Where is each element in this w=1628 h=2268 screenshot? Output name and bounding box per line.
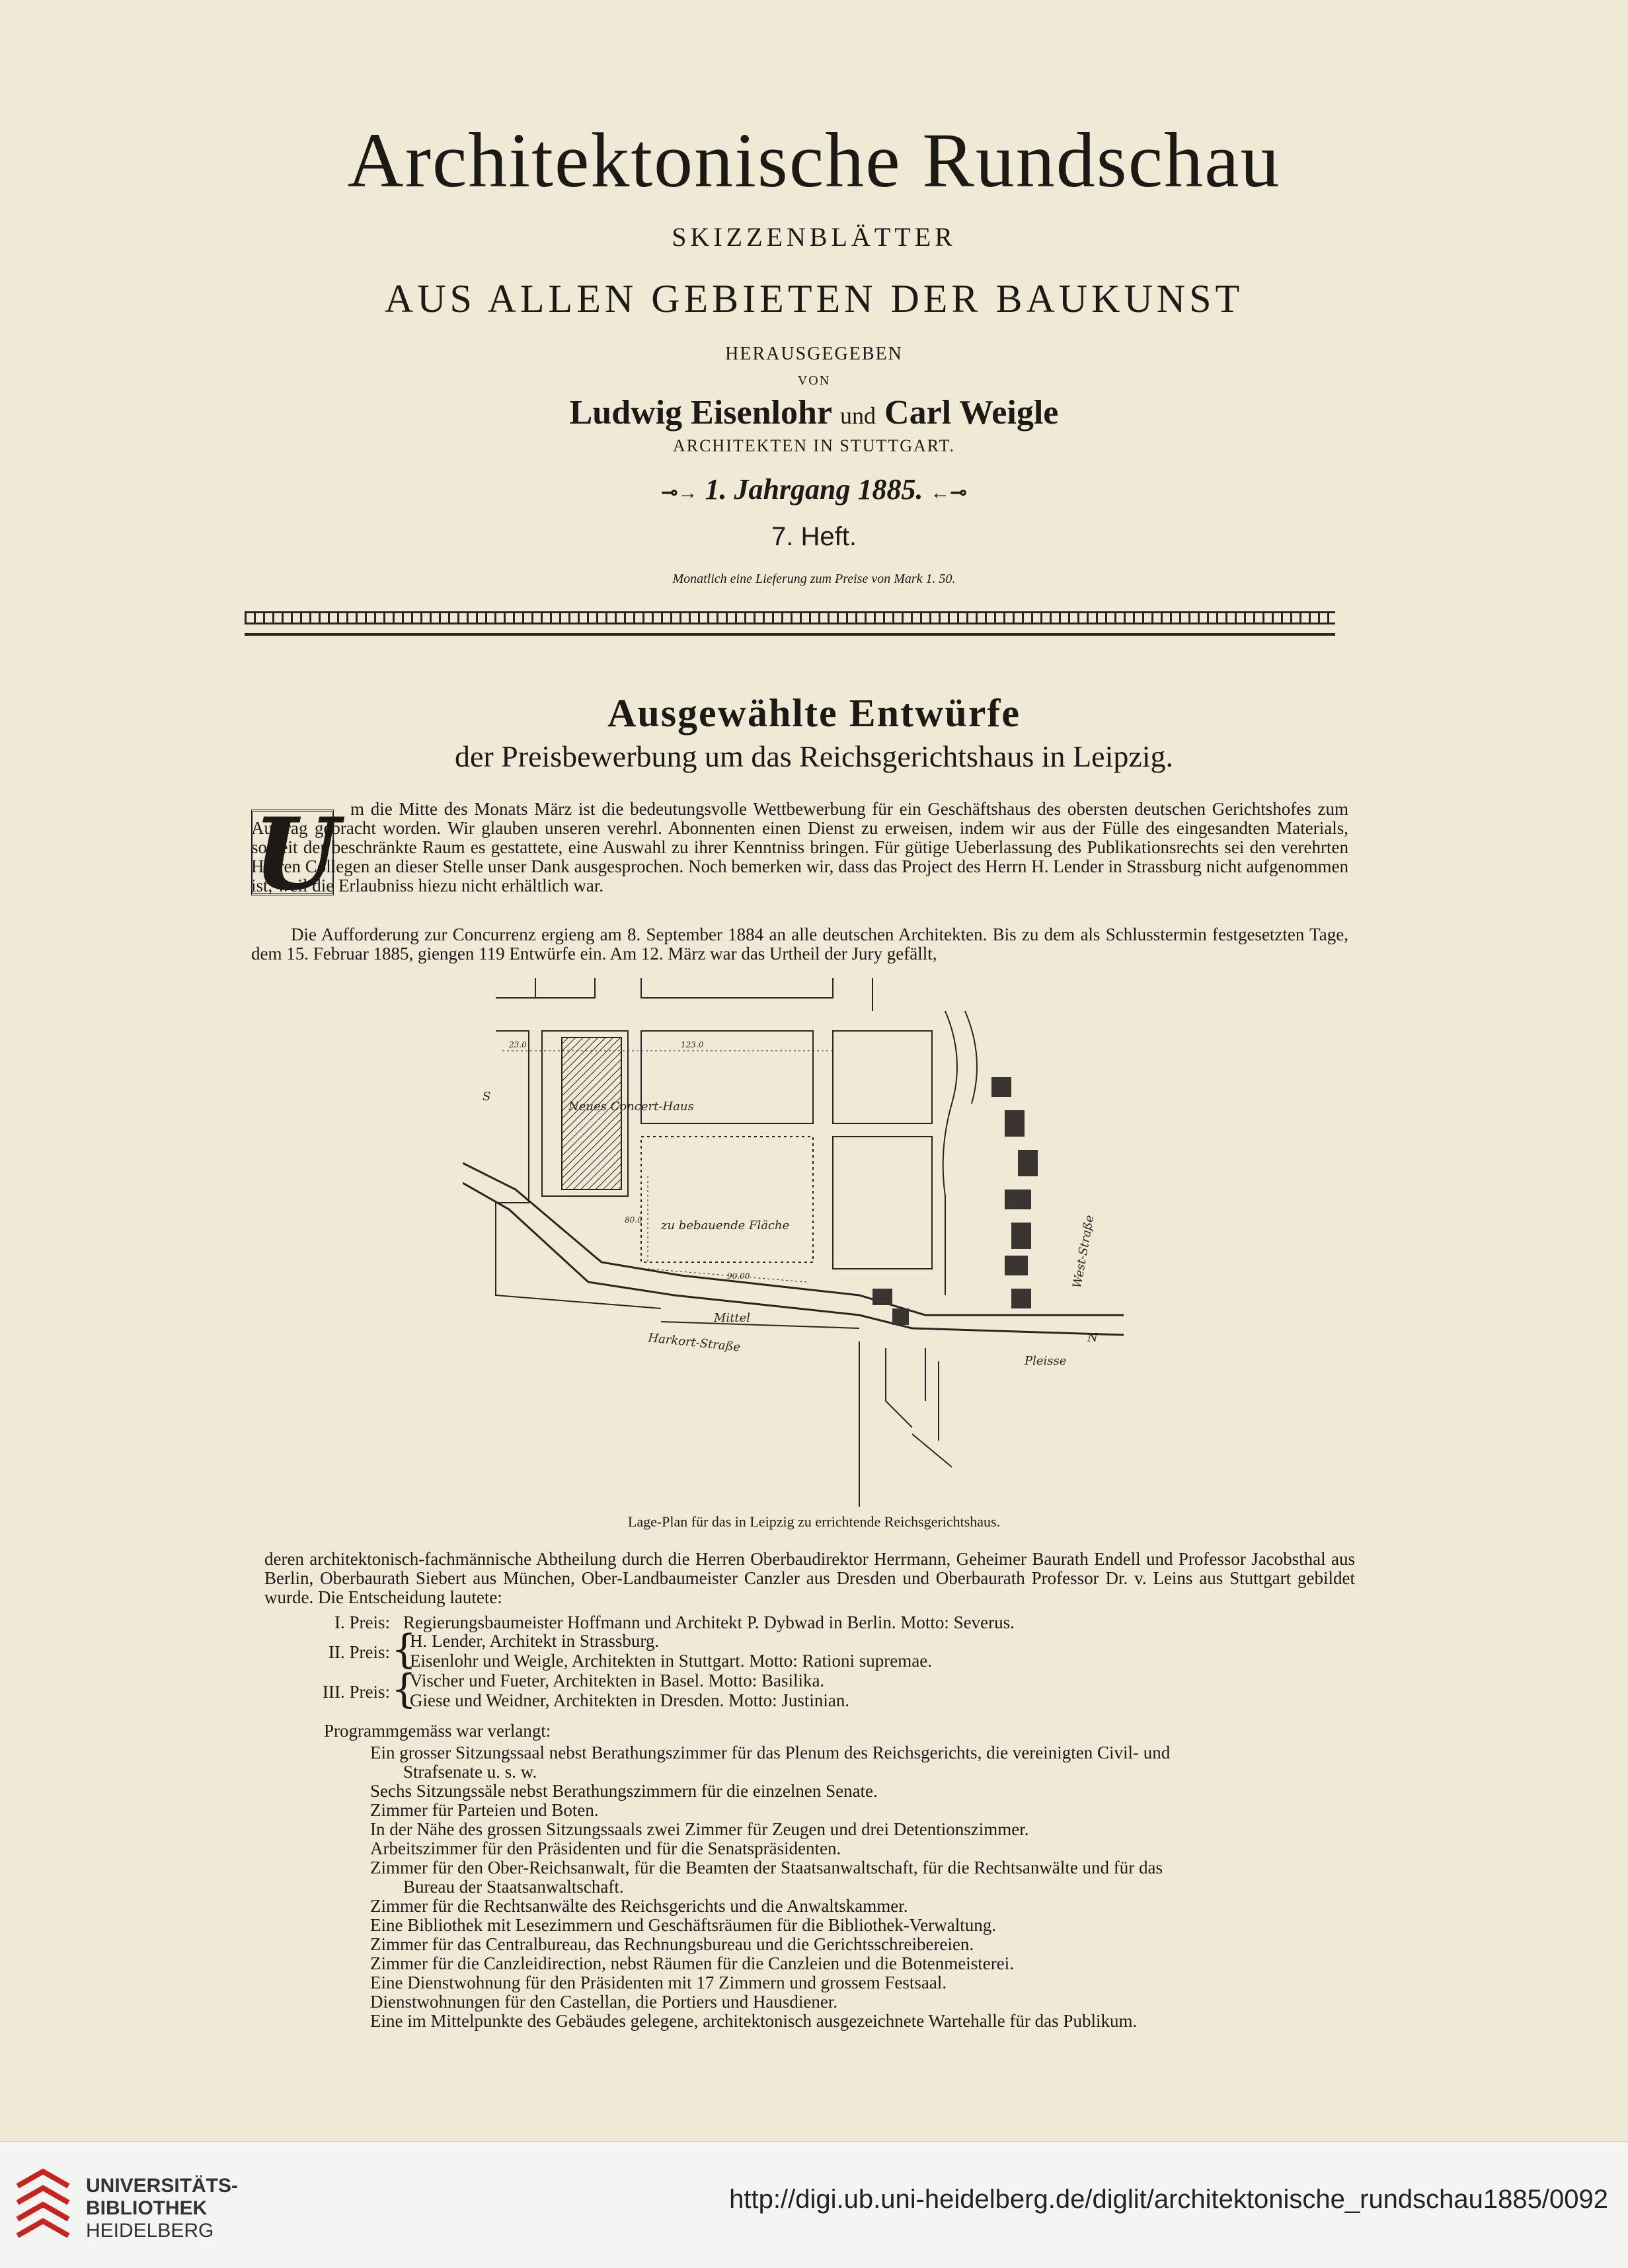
library-logo-icon[interactable] — [13, 2165, 73, 2238]
program-item — [370, 1992, 1362, 2012]
program-item-text: Dienstwohnungen für den Castellan, die Portiers und Hausdiener. — [370, 1992, 838, 2012]
jury-paragraph: deren architektonisch-fachmännische Abtheilung durch die Herren Oberbaudirektor Herrmann, Geheimer Baurath Endell und Professor Jacobsthal aus Berlin, Oberbaurath Siebert aus München, Ober-Landbaumeister Canzler aus Dresden und Oberbaurath Professor Dr. v. Leins aus Stuttgart gebildet wurde. Die Entscheidung lautete: — [264, 1549, 1355, 1607]
building — [1011, 1289, 1031, 1308]
program-item — [370, 1954, 1362, 1973]
building — [872, 1289, 892, 1305]
source-url-link[interactable]: http://digi.ub.uni-heidelberg.de/diglit/architektonische_rundschau1885/0092 — [729, 2185, 1608, 2214]
dimension-left: 23.0 — [509, 1040, 527, 1049]
program-item-text: Zimmer für Parteien und Boten. — [370, 1800, 599, 1820]
program-item-cont: Strafsenate u. s. w. — [403, 1762, 537, 1782]
site-plan-map — [463, 978, 1124, 1507]
library-name-line: UNIVERSITÄTS- — [86, 2175, 239, 2197]
building — [1005, 1190, 1031, 1209]
library-footer — [0, 2141, 1628, 2268]
map-label-harkort: Harkort-Straße — [647, 1331, 742, 1355]
price-note: Monatlich eine Lieferung zum Preise von Mark 1. 50. — [672, 572, 956, 586]
concert-house-building — [562, 1038, 621, 1190]
editor-2: Carl Weigle — [884, 394, 1059, 432]
block-outline — [912, 1434, 952, 1467]
prize-2-line-2: Eisenlohr und Weigle, Architekten in Stuttgart. Motto: Rationi supremae. — [410, 1651, 932, 1671]
building — [991, 1077, 1011, 1097]
prize-label-2: II. Preis: — [329, 1642, 390, 1662]
program-item-text: In der Nähe des grossen Sitzungssaals zwei Zimmer für Zeugen und drei Detentionszimmer. — [370, 1819, 1029, 1839]
block-outline — [661, 1322, 859, 1328]
editor-1: Ludwig Eisenlohr — [569, 394, 832, 432]
intro-paragraph — [251, 800, 1348, 895]
program-item — [370, 1782, 1362, 1801]
map-caption: Lage-Plan für das in Leipzig zu errichtende Reichsgerichtshaus. — [627, 1513, 1001, 1530]
block-outline — [641, 978, 833, 998]
map-label-concert: Neues Concert-Haus — [568, 1100, 694, 1114]
building — [1005, 1256, 1028, 1275]
program-item-cont: Bureau der Staatsanwaltschaft. — [403, 1877, 624, 1897]
library-name-line: BIBLIOTHEK — [86, 2197, 208, 2219]
map-label-west: West-Straße — [1070, 1214, 1097, 1289]
building — [1011, 1223, 1031, 1249]
prize-3-line-1: Vischer und Fueter, Architekten in Basel. Motto: Basilika. — [410, 1671, 825, 1690]
library-name[interactable] — [86, 2175, 238, 2242]
editor-von: VON — [797, 373, 831, 388]
river-bank — [943, 1011, 957, 1295]
editor-und: und — [840, 402, 876, 429]
editor-label: HERAUSGEGEBEN — [725, 344, 903, 364]
block-outline — [496, 978, 595, 998]
program-item-text: Eine Bibliothek mit Lesezimmern und Geschäftsräumen für die Bibliothek-Verwaltung. — [370, 1915, 997, 1935]
program-item — [370, 2012, 1362, 2031]
program-item — [370, 1820, 1362, 1839]
program-list — [370, 1743, 1362, 2031]
site-outline — [641, 1137, 813, 1262]
program-item-text: Eine Dienstwohnung für den Präsidenten mit 17 Zimmern und grossem Festsaal. — [370, 1973, 947, 1992]
dimension-side: 80.0 — [625, 1215, 642, 1225]
prize-2-line-1: H. Lender, Architekt in Strassburg. — [410, 1631, 660, 1651]
journal-title: Architektonische Rundschau — [347, 117, 1281, 204]
ornament-right: ←⊸ — [930, 482, 967, 504]
block-outline — [833, 1137, 932, 1269]
program-item-text: Eine im Mittelpunkte des Gebäudes gelegene, architektonisch ausgezeichnete Wartehalle für das Publikum. — [370, 2011, 1138, 2031]
program-item — [370, 1801, 1362, 1820]
block-outline — [886, 1348, 912, 1427]
article-subheading: der Preisbewerbung um das Reichsgerichtshaus in Leipzig. — [454, 739, 1174, 773]
program-lead: Programmgemäss war verlangt: — [324, 1721, 551, 1741]
dimension-bottom: 90.00 — [727, 1271, 750, 1281]
competition-paragraph: Die Aufforderung zur Concurrenz ergieng am 8. September 1884 an alle deutschen Architekten. Bis zu dem als Schlusstermin festgesetzten Tage, dem 15. Februar 1885, giengen 119 Entwürfe ein. Am 12. März war das Urtheil der Jury gefällt, — [251, 925, 1348, 964]
prize-label-3: III. Preis: — [323, 1682, 390, 1702]
ornament-left: ⊸→ — [661, 482, 698, 504]
editors — [0, 393, 1628, 432]
brace: { — [391, 1666, 417, 1712]
prize-list — [264, 1612, 1355, 1712]
issue-label: 7. Heft. — [771, 522, 857, 551]
program-item-text: Arbeitszimmer für den Präsidenten und für die Senatspräsidenten. — [370, 1838, 841, 1858]
map-label-pleisse: Pleisse — [1025, 1354, 1067, 1368]
journal-subtitle: SKIZZENBLÄTTER — [672, 222, 956, 252]
dimension-top: 123.0 — [681, 1040, 704, 1049]
volume-label: 1. Jahrgang 1885. — [705, 473, 923, 506]
program-item-text: Zimmer für das Centralbureau, das Rechnungsbureau und die Gerichtsschreibereien. — [370, 1934, 974, 1954]
building — [1005, 1110, 1025, 1137]
program-item-text: Zimmer für die Canzleidirection, nebst Räumen für die Canzleien und die Botenmeisterei. — [370, 1953, 1014, 1973]
program-item — [370, 1839, 1362, 1858]
building — [1018, 1150, 1038, 1176]
block-outline — [496, 1031, 529, 1203]
editor-place: ARCHITEKTEN IN STUTTGART. — [672, 436, 956, 455]
volume-line — [0, 472, 1628, 506]
prize-3-line-2: Giese und Weidner, Architekten in Dresden. Motto: Justinian. — [410, 1690, 850, 1710]
program-item — [370, 1916, 1362, 1935]
prize-1-line: Regierungsbaumeister Hoffmann und Architekt P. Dybwad in Berlin. Motto: Severus. — [403, 1612, 1015, 1632]
drop-cap: U — [251, 810, 334, 895]
library-name-line: HEIDELBERG — [86, 2220, 214, 2242]
program-item — [370, 1897, 1362, 1916]
program-item — [370, 1858, 1362, 1897]
map-label-south: S — [483, 1090, 491, 1104]
journal-subtitle-2: AUS ALLEN GEBIETEN DER BAUKUNST — [384, 277, 1244, 321]
divider-rule — [245, 633, 1335, 636]
program-item-text: Ein grosser Sitzungssaal nebst Berathungszimmer für das Plenum des Reichsgerichts, die vereinigten Civil- und — [370, 1743, 1171, 1762]
intro-text: m die Mitte des Monats März ist die bedeutungsvolle Wettbewerbung für ein Geschäftshaus des obersten deutschen Gerichtshofes zum Austrag gebracht worden. Wir glauben unseren verehrl. Abonnenten einen Dienst zu erweisen, indem wir aus der Fülle des eingesandten Materials, soweit der beschränkte Raum es gestattete, eine Auswahl zu ihrer Kenntniss bringen. Für gütige Ueberlassung des Publikationsrechts sei den verehrten Herren Collegen an dieser Stelle unser Dank ausgesprochen. Noch bemerken wir, dass das Project des Herrn H. Lender in Strassburg nicht aufgenommen ist, weil die Erlaubniss hiezu nicht erhältlich war. — [251, 799, 1348, 895]
river-bank — [965, 1011, 977, 1104]
block-outline — [833, 1031, 932, 1123]
brace: { — [391, 1626, 417, 1673]
program-item — [370, 1973, 1362, 1992]
program-item-text: Zimmer für den Ober-Reichsanwalt, für die Beamten der Staatsanwaltschaft, für die Rechtsanwälte und für das — [370, 1858, 1163, 1877]
map-label-site: zu bebauende Fläche — [661, 1219, 790, 1232]
building — [892, 1308, 909, 1325]
prize-label-1: I. Preis: — [334, 1612, 390, 1632]
ornamental-divider — [245, 611, 1335, 624]
map-label-north: N — [1087, 1331, 1098, 1345]
program-item-text: Sechs Sitzungssäle nebst Berathungszimmern für die einzelnen Senate. — [370, 1781, 878, 1801]
map-label-mittel: Mittel — [714, 1311, 751, 1325]
program-item — [370, 1935, 1362, 1954]
program-item — [370, 1743, 1362, 1782]
program-item-text: Zimmer für die Rechtsanwälte des Reichsgerichts und die Anwaltskammer. — [370, 1896, 908, 1916]
article-heading: Ausgewählte Entwürfe — [607, 691, 1021, 735]
